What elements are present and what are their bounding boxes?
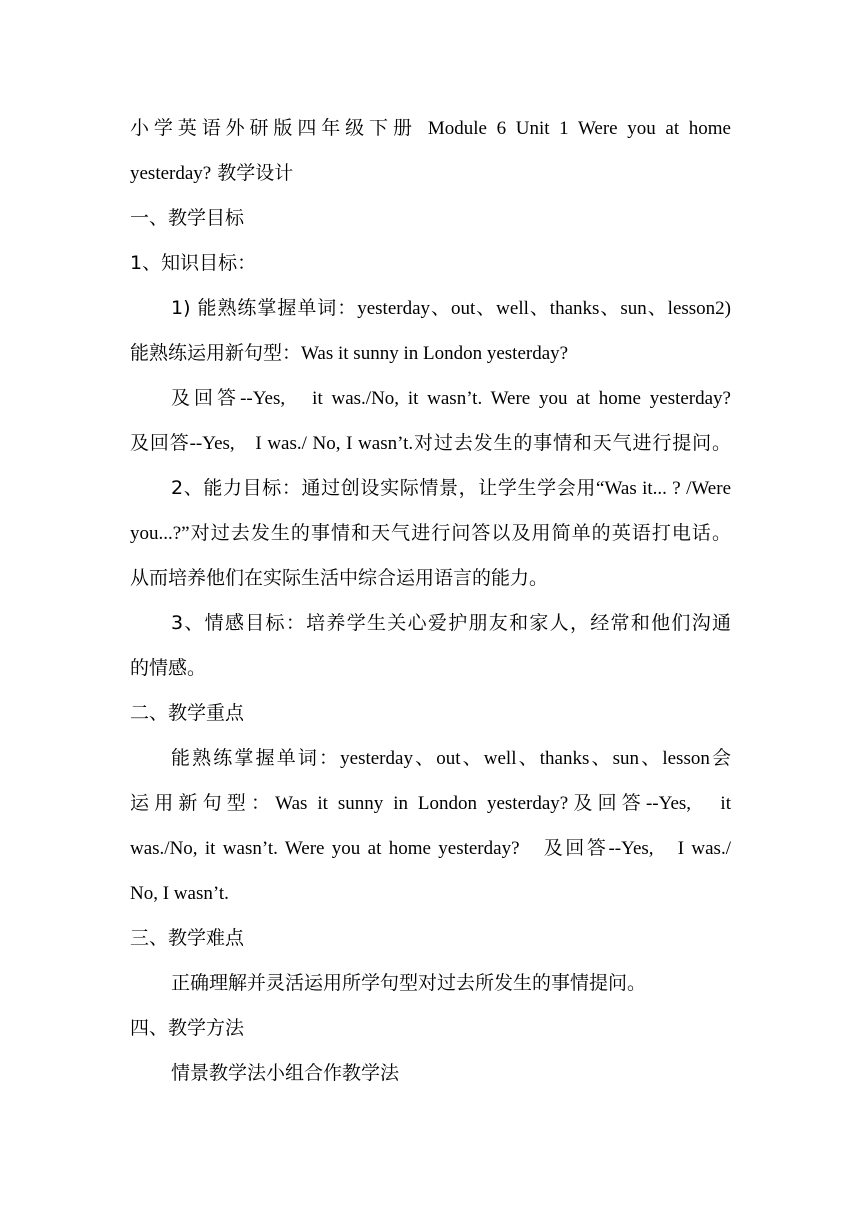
- key-cn2: 会: [709, 747, 731, 769]
- emotion-objective-line2: 的情感。: [130, 657, 207, 679]
- key-sentence: Was it sunny in London yesterday?: [275, 793, 569, 814]
- k2-en: --Yes, it was./No, it wasn’t. Were you at home yesterday?: [240, 388, 731, 409]
- section-heading-key-points: 二、教学重点: [130, 702, 245, 724]
- k2-cn3: 对过去发生的事情和天气进行提问。: [413, 432, 731, 454]
- emotion-objective-line1: 3、情感目标：培养学生关心爱护朋友和家人，经常和他们沟通: [171, 612, 731, 634]
- title-en: Module 6 Unit 1 Were you at home: [427, 118, 731, 139]
- knowledge-item2-line1: [130, 376, 731, 421]
- k2-cn: 及回答: [171, 387, 241, 409]
- knowledge-item2-line2: [130, 421, 731, 466]
- key-cn5: 及回答: [519, 837, 609, 859]
- knowledge-item1-line1: [130, 286, 731, 331]
- knowledge-item1-line2: [130, 331, 731, 376]
- key-cn4: 及回答: [568, 792, 646, 814]
- ability-cn: 2、能力目标：通过创设实际情景，让学生学会用: [171, 477, 597, 499]
- key-points-line3: [130, 826, 731, 871]
- title-en-cont: yesterday?: [130, 163, 212, 184]
- k2-en2: --Yes, I was./ No, I wasn’t.: [189, 433, 414, 454]
- key-points-line4: No, I wasn’t.: [130, 883, 229, 904]
- key-cn3: 运用新句型：: [130, 792, 276, 814]
- k1-words: yesterday、out、well、thanks、sun、lesson2): [357, 298, 731, 319]
- ability-cn2: 对过去发生的事情和天气进行问答以及用简单的英语打电话。: [189, 522, 731, 544]
- k1-cn2: 能熟练运用新句型：: [130, 342, 302, 364]
- title-cn-cont: 教学设计: [217, 162, 294, 184]
- ability-en: “Was it... ? /Were: [596, 478, 731, 499]
- k1-cn: 1) 能熟练掌握单词：: [171, 297, 358, 319]
- title-cn: 小学英语外研版四年级下册: [130, 117, 417, 139]
- section-heading-methods: 四、教学方法: [130, 1017, 245, 1039]
- document-title-line2: [130, 151, 731, 196]
- ability-objective-line1: [130, 466, 731, 511]
- ability-objective-line3: 从而培养他们在实际生活中综合运用语言的能力。: [130, 567, 549, 589]
- difficulties-text: 正确理解并灵活运用所学句型对过去所发生的事情提问。: [171, 972, 647, 994]
- methods-text: 情景教学法小组合作教学法: [171, 1062, 400, 1084]
- ability-en2: you...?”: [130, 523, 190, 544]
- key-points-line1: [130, 736, 731, 781]
- section-heading-objectives: 一、教学目标: [130, 207, 245, 229]
- key-answer: --Yes, it: [645, 793, 731, 814]
- k2-cn2: 及回答: [130, 432, 190, 454]
- document-title-line1: [130, 106, 731, 151]
- ability-objective-line2: [130, 511, 731, 556]
- key-en3: was./No, it wasn’t. Were you at home yesterday?: [130, 838, 520, 859]
- key-words: yesterday、out、well、thanks、sun、lesson: [340, 748, 710, 769]
- section-heading-difficulties: 三、教学难点: [130, 927, 245, 949]
- key-cn: 能熟练掌握单词：: [171, 747, 341, 769]
- k1-sentence: Was it sunny in London yesterday?: [301, 343, 569, 364]
- knowledge-objective-heading: 1、知识目标：: [130, 252, 257, 274]
- document-page: [130, 106, 731, 1096]
- key-points-line2: [130, 781, 731, 826]
- key-en4: --Yes, I was./: [608, 838, 731, 859]
